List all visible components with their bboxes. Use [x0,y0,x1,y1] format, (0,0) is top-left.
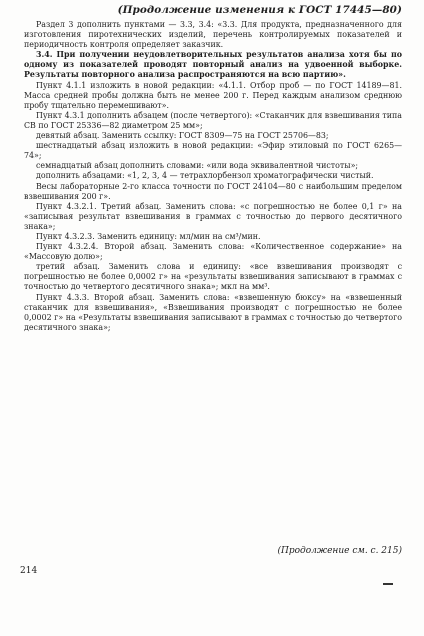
decorative-dash [383,583,393,585]
paragraph-ninth: девятый абзац. Заменить ссылку: ГОСТ 8309—75 на ГОСТ 25706—83; [36,131,329,141]
paragraph-section-3: Раздел 3 дополнить пунктами — 3.3, 3.4: «3.3. Для продукта, предназначенного для изготовления пиротехнических изделий, перечень контролируемых показателей и периодичность контроля определяет заказчик. [24,20,402,50]
paragraph-clause-3-4: 3.4. При получении неудовлетворительных результатов анализа хотя бы по одному из показателей проводят повторный анализ на удвоенной выборке. Результаты повторного анализа распространяются на всю партию». [24,50,402,80]
paragraph-4-3-2-4: Пункт 4.3.2.4. Второй абзац. Заменить слова: «Количественное содержание» на «Массовую долю»; [24,242,402,262]
paragraph-4-3-2-3: Пункт 4.3.2.3. Заменить единицу: мл/мин на см³/мин. [36,231,261,241]
paragraph-sixteenth: шестнадцатый абзац изложить в новой редакции: «Эфир этиловый по ГОСТ 6265—74»; [24,141,402,161]
paragraph-4-3-3: Пункт 4.3.3. Второй абзац. Заменить слова: «взвешенную бюксу» на «взвешенный стаканчик для взвешивания», «Взвешивания производят с погрешностью не более 0,0002 г» на «Результаты взвешивания записывают в граммах с точностью до четвертого десятичного знака»; [24,292,402,332]
document-body [24,20,402,333]
paragraph-4-3-1: Пункт 4.3.1 дополнить абзацем (после четвертого): «Стаканчик для взвешивания типа СВ по ГОСТ 25336—82 диаметром 25 мм»; [24,110,402,130]
continued-note: (Продолжение см. с. 215) [277,546,402,556]
paragraph-4-1-1: Пункт 4.1.1 изложить в новой редакции: «4.1.1. Отбор проб — по ГОСТ 14189—81. Масса средней пробы должна быть не менее 200 г. Перед каждым анализом среднюю пробу тщательно перемешивают». [24,80,402,110]
paragraph-third: третий абзац. Заменить слова и единицу: «все взвешивания производят с погрешностью не более 0,0002 г» на «результаты взвешивания записывают в граммах с точностью до четвертого десятичного знака»; мкл на мм³. [24,262,402,292]
paragraph-additional: дополнить абзацами: «1, 2, 3, 4 — тетрахлорбензол хроматографически чистый. [36,171,374,181]
paragraph-scales: Весы лабораторные 2-го класса точности по ГОСТ 24104—80 с наибольшим пределом взвешивания 200 г». [24,181,402,201]
paragraph-seventeenth: семнадцатый абзац дополнить словами: «или вода эквивалентной чистоты»; [36,161,359,171]
page-number: 214 [20,566,38,576]
page-header: (Продолжение изменения к ГОСТ 17445—80) [117,4,402,16]
paragraph-4-3-2-1: Пункт 4.3.2.1. Третий абзац. Заменить слова: «с погрешностью не более 0,1 г» на «записывая результат взвешивания в граммах с точностью до первого десятичного знака»; [24,201,402,231]
